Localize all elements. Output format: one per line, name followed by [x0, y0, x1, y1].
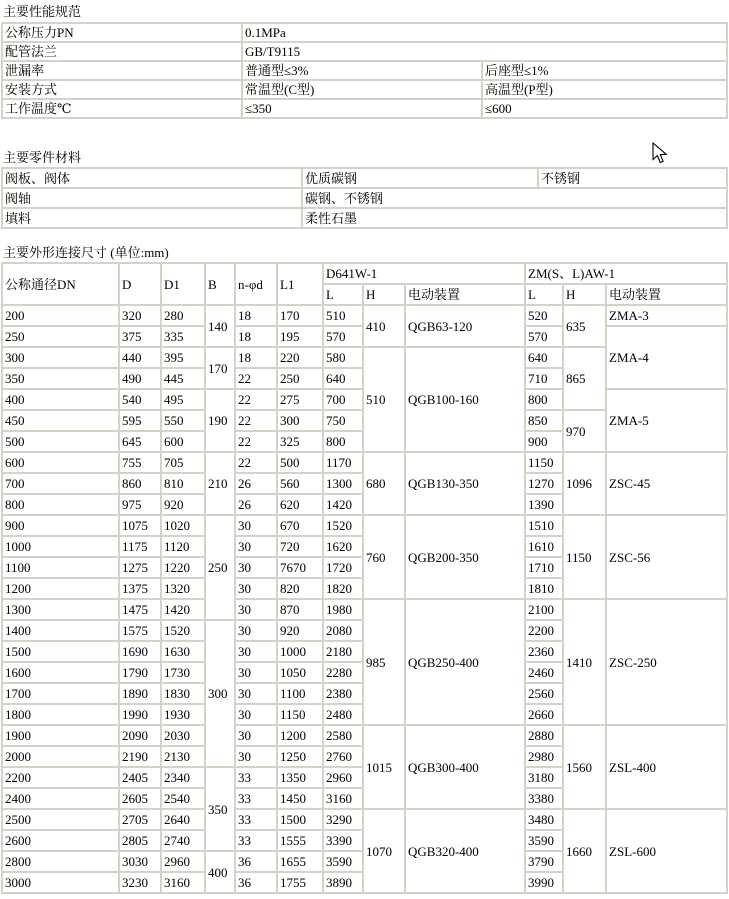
performance-table — [1, 22, 728, 119]
table-cell: 1015 — [364, 726, 404, 808]
table-cell: 2480 — [324, 705, 362, 724]
table-cell: 820 — [278, 579, 322, 598]
table-cell: 30 — [236, 726, 276, 745]
table-cell: 1250 — [278, 747, 322, 766]
table-cell: 不锈钢 — [539, 169, 726, 187]
table-row — [3, 453, 726, 472]
table-cell: 3790 — [526, 852, 562, 871]
table-cell: 1990 — [120, 705, 160, 724]
table-cell: 1755 — [278, 873, 322, 892]
table-row — [3, 24, 726, 41]
table-cell: 2640 — [162, 810, 204, 829]
table-cell: 3380 — [526, 789, 562, 808]
table-cell: 1275 — [120, 558, 160, 577]
table-cell: 1600 — [3, 663, 118, 682]
table-cell: QGB320-400 — [406, 810, 524, 892]
table-cell: 高温型(P型) — [483, 81, 726, 98]
table-cell: QGB300-400 — [406, 726, 524, 808]
table-cell: 2200 — [526, 621, 562, 640]
table-cell: 210 — [206, 453, 234, 514]
table-cell: 800 — [3, 495, 118, 514]
table-cell: GB/T9115 — [243, 43, 726, 60]
table-cell: 1150 — [564, 516, 605, 598]
table-cell: 810 — [162, 474, 204, 493]
table-cell: 710 — [526, 369, 562, 388]
table-cell: 2560 — [526, 684, 562, 703]
table-cell: 30 — [236, 684, 276, 703]
table-cell: 安装方式 — [3, 81, 241, 98]
table-cell: 450 — [3, 411, 118, 430]
table-cell: 1120 — [162, 537, 204, 556]
table-cell: 600 — [162, 432, 204, 451]
table-cell: 1555 — [278, 831, 322, 850]
table-cell: 30 — [236, 705, 276, 724]
table-cell: 700 — [3, 474, 118, 493]
table-cell: 2980 — [526, 747, 562, 766]
header-cell: H — [564, 285, 605, 304]
table-cell: 1620 — [324, 537, 362, 556]
table-cell: 填料 — [3, 209, 301, 227]
table-cell: 3160 — [162, 873, 204, 892]
table-cell: 2605 — [120, 789, 160, 808]
table-cell: 1655 — [278, 852, 322, 871]
table-cell: 860 — [120, 474, 160, 493]
table-cell: 900 — [526, 432, 562, 451]
table-cell: 1075 — [120, 516, 160, 535]
table-row — [3, 189, 726, 207]
table-cell: 680 — [364, 453, 404, 514]
table-cell: 2580 — [324, 726, 362, 745]
table-cell: 2190 — [120, 747, 160, 766]
table-cell: 2705 — [120, 810, 160, 829]
table-cell: 375 — [120, 327, 160, 346]
table-cell: 1720 — [324, 558, 362, 577]
materials-table — [1, 167, 728, 229]
table-cell: 阀轴 — [3, 189, 301, 207]
header-cell: L1 — [278, 264, 322, 304]
table-cell: 705 — [162, 453, 204, 472]
table-cell: 510 — [324, 306, 362, 325]
table-cell: 570 — [324, 327, 362, 346]
table-cell: 2660 — [526, 705, 562, 724]
table-cell: 1096 — [564, 453, 605, 514]
table-cell: 300 — [206, 621, 234, 766]
table-row — [3, 306, 726, 325]
table-cell: 1890 — [120, 684, 160, 703]
header-cell: L — [526, 285, 562, 304]
table-cell: 公称压力PN — [3, 24, 241, 41]
table-cell: 350 — [3, 369, 118, 388]
table-cell: 440 — [120, 348, 160, 367]
header-cell: D641W-1 — [324, 264, 524, 283]
table-cell: 1170 — [324, 453, 362, 472]
table-cell: 1510 — [526, 516, 562, 535]
table-cell: 26 — [236, 474, 276, 493]
table-cell: 30 — [236, 579, 276, 598]
table-cell: 970 — [564, 411, 605, 451]
table-cell: 3290 — [324, 810, 362, 829]
table-cell: 600 — [3, 453, 118, 472]
table-cell: 1300 — [3, 600, 118, 619]
table-cell: 33 — [236, 789, 276, 808]
table-cell: 1150 — [526, 453, 562, 472]
section-title-dimensions: 主要外形连接尺寸 (单位:mm) — [3, 245, 169, 260]
table-cell: 570 — [526, 327, 562, 346]
table-cell: 1900 — [3, 726, 118, 745]
table-cell: 195 — [278, 327, 322, 346]
table-cell: 920 — [162, 495, 204, 514]
table-cell: 2030 — [162, 726, 204, 745]
table-cell: 3590 — [526, 831, 562, 850]
table-cell: 1730 — [162, 663, 204, 682]
table-cell: QGB100-160 — [406, 348, 524, 451]
table-cell: 3230 — [120, 873, 160, 892]
table-cell: 865 — [564, 348, 605, 409]
table-cell: 720 — [278, 537, 322, 556]
table-cell: 490 — [120, 369, 160, 388]
table-cell: 580 — [324, 348, 362, 367]
table-cell: 850 — [526, 411, 562, 430]
table-cell: 1800 — [3, 705, 118, 724]
table-cell: 2800 — [3, 852, 118, 871]
table-cell: 3590 — [324, 852, 362, 871]
table-cell: QGB200-350 — [406, 516, 524, 598]
table-cell: 2500 — [3, 810, 118, 829]
table-cell: 2090 — [120, 726, 160, 745]
table-cell: 1270 — [526, 474, 562, 493]
table-cell: 阀板、阀体 — [3, 169, 301, 187]
table-cell: 33 — [236, 768, 276, 787]
table-cell: 560 — [278, 474, 322, 493]
table-cell: 1410 — [564, 600, 605, 724]
table-cell: 2960 — [324, 768, 362, 787]
table-cell: 2100 — [526, 600, 562, 619]
table-cell: 670 — [278, 516, 322, 535]
table-cell: 1050 — [278, 663, 322, 682]
table-row — [3, 209, 726, 227]
table-cell: 30 — [236, 663, 276, 682]
table-cell: 18 — [236, 306, 276, 325]
table-cell: 1820 — [324, 579, 362, 598]
table-cell: 320 — [120, 306, 160, 325]
table-cell: 1150 — [278, 705, 322, 724]
table-cell: 1980 — [324, 600, 362, 619]
table-cell: 3180 — [526, 768, 562, 787]
table-cell: 2805 — [120, 831, 160, 850]
table-cell: 1020 — [162, 516, 204, 535]
table-cell: 985 — [364, 600, 404, 724]
table-cell: ZSL-600 — [607, 810, 726, 892]
table-cell: 柔性石墨 — [303, 209, 726, 227]
table-cell: 3030 — [120, 852, 160, 871]
table-cell: ZMA-4 — [607, 327, 726, 388]
table-row — [3, 264, 726, 283]
table-cell: 2740 — [162, 831, 204, 850]
table-cell: 395 — [162, 348, 204, 367]
table-cell: 1320 — [162, 579, 204, 598]
table-cell: 1710 — [526, 558, 562, 577]
table-row — [3, 169, 726, 187]
table-cell: ZMA-3 — [607, 306, 726, 325]
table-cell: 335 — [162, 327, 204, 346]
table-cell: QGB63-120 — [406, 306, 524, 346]
table-cell: 170 — [278, 306, 322, 325]
table-cell: 1520 — [162, 621, 204, 640]
header-cell: n-φd — [236, 264, 276, 304]
table-cell: 2760 — [324, 747, 362, 766]
table-cell: 2360 — [526, 642, 562, 661]
table-cell: 2880 — [526, 726, 562, 745]
table-cell: 3160 — [324, 789, 362, 808]
table-cell: ZSC-250 — [607, 600, 726, 724]
table-cell: 1560 — [564, 726, 605, 808]
table-cell: 760 — [364, 516, 404, 598]
table-cell: 250 — [278, 369, 322, 388]
table-cell: 36 — [236, 852, 276, 871]
table-row — [3, 81, 726, 98]
table-cell: 920 — [278, 621, 322, 640]
table-cell: 1830 — [162, 684, 204, 703]
table-cell: 1500 — [278, 810, 322, 829]
table-cell: 645 — [120, 432, 160, 451]
table-cell: 33 — [236, 810, 276, 829]
table-cell: 3000 — [3, 873, 118, 892]
table-cell: 2380 — [324, 684, 362, 703]
table-cell: 2405 — [120, 768, 160, 787]
table-cell: 2200 — [3, 768, 118, 787]
table-cell: 30 — [236, 537, 276, 556]
table-cell: 碳钢、不锈钢 — [303, 189, 726, 207]
header-cell: L — [324, 285, 362, 304]
table-cell: 500 — [3, 432, 118, 451]
table-cell: 900 — [3, 516, 118, 535]
table-cell: ZMA-5 — [607, 390, 726, 451]
table-row — [3, 726, 726, 745]
table-cell: 140 — [206, 306, 234, 346]
table-cell: 3990 — [526, 873, 562, 892]
table-cell: 0.1MPa — [243, 24, 726, 41]
table-cell: 36 — [236, 873, 276, 892]
table-cell: 700 — [324, 390, 362, 409]
table-cell: 30 — [236, 558, 276, 577]
table-cell: 7670 — [278, 558, 322, 577]
table-cell: 2280 — [324, 663, 362, 682]
table-cell: 635 — [564, 306, 605, 346]
table-cell: 400 — [206, 852, 234, 892]
table-row — [3, 516, 726, 535]
table-cell: 22 — [236, 453, 276, 472]
table-cell: 325 — [278, 432, 322, 451]
table-cell: 1420 — [162, 600, 204, 619]
table-cell: 870 — [278, 600, 322, 619]
table-row — [3, 100, 726, 117]
header-cell: 公称通径DN — [3, 264, 118, 304]
table-cell: ZSL-400 — [607, 726, 726, 808]
table-cell: 18 — [236, 348, 276, 367]
table-cell: 配管法兰 — [3, 43, 241, 60]
header-cell: D1 — [162, 264, 204, 304]
table-cell: 1350 — [278, 768, 322, 787]
table-cell: 30 — [236, 642, 276, 661]
table-cell: 520 — [526, 306, 562, 325]
table-cell: 1000 — [3, 537, 118, 556]
table-cell: 280 — [162, 306, 204, 325]
table-cell: ZSC-56 — [607, 516, 726, 598]
table-cell: 1660 — [564, 810, 605, 892]
table-cell: 1475 — [120, 600, 160, 619]
table-cell: 2600 — [3, 831, 118, 850]
table-cell: 3480 — [526, 810, 562, 829]
table-cell: 640 — [324, 369, 362, 388]
table-cell: 22 — [236, 411, 276, 430]
table-cell: 350 — [206, 768, 234, 850]
table-cell: 2960 — [162, 852, 204, 871]
table-cell: 300 — [278, 411, 322, 430]
table-cell: 1930 — [162, 705, 204, 724]
header-cell: H — [364, 285, 404, 304]
table-cell: 250 — [3, 327, 118, 346]
table-cell: 1375 — [120, 579, 160, 598]
table-cell: 普通型≤3% — [243, 62, 481, 79]
table-cell: 620 — [278, 495, 322, 514]
table-cell: 250 — [206, 516, 234, 619]
table-cell: 445 — [162, 369, 204, 388]
table-cell: 1810 — [526, 579, 562, 598]
header-cell: D — [120, 264, 160, 304]
table-cell: 170 — [206, 348, 234, 388]
table-row — [3, 600, 726, 619]
table-cell: 1220 — [162, 558, 204, 577]
table-cell: 18 — [236, 327, 276, 346]
table-cell: 22 — [236, 390, 276, 409]
table-cell: 常温型(C型) — [243, 81, 481, 98]
table-cell: 3890 — [324, 873, 362, 892]
table-cell: 2080 — [324, 621, 362, 640]
table-cell: 1420 — [324, 495, 362, 514]
table-cell: 2400 — [3, 789, 118, 808]
table-cell: 2180 — [324, 642, 362, 661]
table-cell: 30 — [236, 516, 276, 535]
table-cell: 750 — [324, 411, 362, 430]
table-cell: 640 — [526, 348, 562, 367]
table-cell: 540 — [120, 390, 160, 409]
table-cell: 1500 — [3, 642, 118, 661]
header-cell: B — [206, 264, 234, 304]
table-cell: 500 — [278, 453, 322, 472]
table-cell: 1100 — [278, 684, 322, 703]
table-cell: 2130 — [162, 747, 204, 766]
table-cell: 510 — [364, 348, 404, 451]
table-cell: 2340 — [162, 768, 204, 787]
table-cell: 1700 — [3, 684, 118, 703]
table-cell: 595 — [120, 411, 160, 430]
table-row — [3, 810, 726, 829]
table-cell: 30 — [236, 747, 276, 766]
table-row — [3, 43, 726, 60]
table-cell: 2000 — [3, 747, 118, 766]
table-cell: 300 — [3, 348, 118, 367]
table-cell: QGB250-400 — [406, 600, 524, 724]
table-cell: 3390 — [324, 831, 362, 850]
table-cell: 800 — [324, 432, 362, 451]
table-cell: 1630 — [162, 642, 204, 661]
table-row — [3, 62, 726, 79]
table-cell: 工作温度℃ — [3, 100, 241, 117]
table-cell: ≤600 — [483, 100, 726, 117]
table-cell: 1175 — [120, 537, 160, 556]
table-cell: 22 — [236, 369, 276, 388]
table-cell: 755 — [120, 453, 160, 472]
table-cell: 2460 — [526, 663, 562, 682]
table-cell: 30 — [236, 600, 276, 619]
table-cell: 2540 — [162, 789, 204, 808]
table-cell: 22 — [236, 432, 276, 451]
table-cell: ≤350 — [243, 100, 481, 117]
table-cell: 800 — [526, 390, 562, 409]
mouse-cursor-icon — [652, 142, 668, 165]
table-cell: 1070 — [364, 810, 404, 892]
table-cell: 泄漏率 — [3, 62, 241, 79]
header-cell: ZM(S、L)AW-1 — [526, 264, 726, 283]
table-cell: QGB130-350 — [406, 453, 524, 514]
table-cell: 1300 — [324, 474, 362, 493]
table-cell: 1790 — [120, 663, 160, 682]
table-cell: 975 — [120, 495, 160, 514]
table-cell: 30 — [236, 621, 276, 640]
section-title-performance: 主要性能规范 — [3, 4, 82, 19]
table-cell: 1610 — [526, 537, 562, 556]
header-cell: 电动装置 — [406, 285, 524, 304]
table-cell: 1000 — [278, 642, 322, 661]
table-cell: 1100 — [3, 558, 118, 577]
table-cell: 220 — [278, 348, 322, 367]
table-cell: 200 — [3, 306, 118, 325]
table-cell: 1390 — [526, 495, 562, 514]
table-cell: 33 — [236, 831, 276, 850]
table-cell: 26 — [236, 495, 276, 514]
table-cell: 1575 — [120, 621, 160, 640]
table-cell: 1200 — [278, 726, 322, 745]
table-cell: 1520 — [324, 516, 362, 535]
dimensions-table — [1, 262, 728, 894]
table-cell: 400 — [3, 390, 118, 409]
table-cell: 1690 — [120, 642, 160, 661]
table-cell: 优质碳钢 — [303, 169, 537, 187]
table-cell: 1450 — [278, 789, 322, 808]
table-cell: 1400 — [3, 621, 118, 640]
table-cell: 190 — [206, 390, 234, 451]
header-cell: 电动装置 — [607, 285, 726, 304]
table-cell: 410 — [364, 306, 404, 346]
table-cell: 275 — [278, 390, 322, 409]
table-cell: 后座型≤1% — [483, 62, 726, 79]
table-cell: ZSC-45 — [607, 453, 726, 514]
table-cell: 495 — [162, 390, 204, 409]
section-title-materials: 主要零件材料 — [3, 150, 82, 165]
table-cell: 1200 — [3, 579, 118, 598]
table-cell: 550 — [162, 411, 204, 430]
